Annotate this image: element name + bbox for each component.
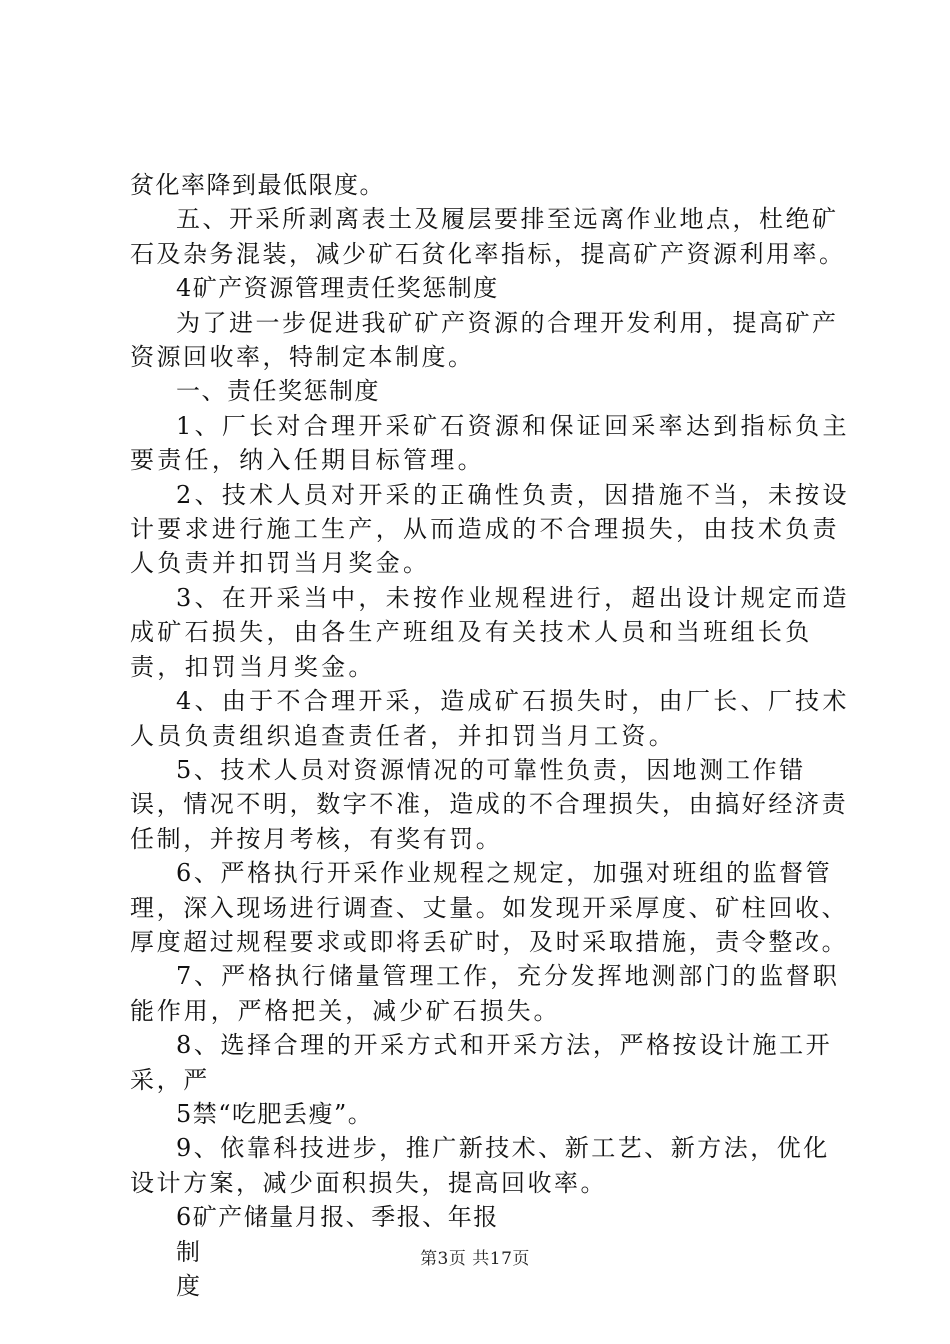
list-item-2: 2、技术人员对开采的正确性负责，因措施不当，未按设计要求进行施工生产，从而造成的不合理损失，由技术负责人负责并扣罚当月奖金。 [130,480,850,578]
subheading-1: 一、责任奖惩制度 [176,377,380,406]
list-item-6: 6、严格执行开采作业规程之规定，加强对班组的监督管理，深入现场进行调查、丈量。如发现开采厚度、矿柱回收、厚度超过规程要求或即将丢矿时，及时采取措施，责令整改。 [130,859,849,956]
list-item-1: 1、厂长对合理开采矿石资源和保证回采率达到指标负主要责任，纳入任期目标管理。 [130,411,850,475]
list-item-9: 9、依靠科技进步，推广新技术、新工艺、新方法，优化设计方案，减少面积损失，提高回收率。 [130,1134,830,1197]
paragraph-intro: 为了进一步促进我矿矿产资源的合理开发利用，提高矿产资源回收率，特制定本制度。 [130,308,839,372]
heading-fragment-1: 制 [176,1237,202,1266]
paragraph-1: 五、开采所剥离表土及履层要排至远离作业地点，杜绝矿石及杂务混装，减少矿石贫化率指标，提高矿产资源利用率。 [130,205,846,268]
section-heading-4: 4矿产资源管理责任奖惩制度 [176,274,499,303]
list-item-4: 4、由于不合理开采，造成矿石损失时，由厂长、厂技术人员负责组织追查责任者，并扣罚当月工资。 [130,687,850,750]
page-number-footer: 第3页 共17页 [420,1249,530,1269]
list-item-3: 3、在开采当中，未按作业规程进行，超出设计规定而造成矿石损失，由各生产班组及有关技术人员和当班组长负责，扣罚当月奖金。 [130,583,850,681]
list-item-8: 8、选择合理的开采方式和开采方法，严格按设计施工开采，严 [130,1031,833,1094]
section-heading-6: 6矿产储量月报、季报、年报 [176,1203,499,1232]
list-item-8-continued: 5禁“吃肥丢瘦”。 [176,1099,374,1128]
heading-fragment-2: 度 [176,1272,202,1300]
list-item-7: 7、严格执行储量管理工作，充分发挥地测部门的监督职能作用，严格把关，减少矿石损失。 [130,962,840,1025]
paragraph-0: 贫化率降到最低限度。 [130,171,385,199]
document-body [130,168,850,1303]
list-item-5: 5、技术人员对资源情况的可靠性负责，因地测工作错误，情况不明，数字不准，造成的不合理损失，由搞好经济责任制，并按月考核，有奖有罚。 [130,755,849,853]
